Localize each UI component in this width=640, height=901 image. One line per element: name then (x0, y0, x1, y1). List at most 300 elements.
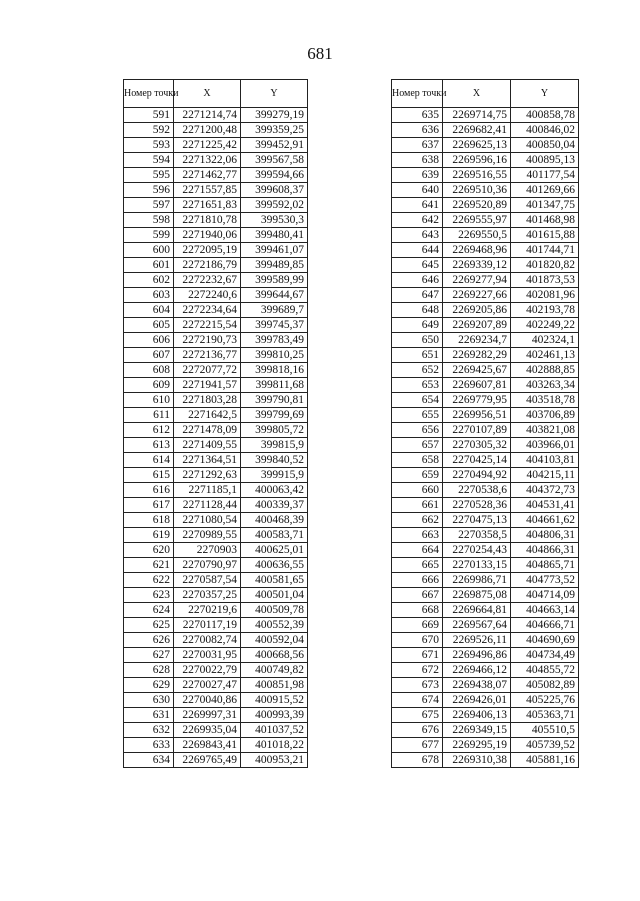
table-row (392, 213, 579, 228)
cell-x: 2269207,89 (443, 318, 511, 333)
cell-point-number: 601 (124, 258, 174, 273)
table-row (392, 108, 579, 123)
cell-x: 2271941,57 (174, 378, 241, 393)
table-row (124, 273, 308, 288)
cell-x: 2270903 (174, 543, 241, 558)
cell-point-number: 608 (124, 363, 174, 378)
cell-point-number: 592 (124, 123, 174, 138)
cell-point-number: 619 (124, 528, 174, 543)
cell-point-number: 667 (392, 588, 443, 603)
cell-y: 400915,52 (241, 693, 308, 708)
cell-y: 400468,39 (241, 513, 308, 528)
cell-y: 402888,85 (511, 363, 579, 378)
cell-y: 400895,13 (511, 153, 579, 168)
cell-point-number: 595 (124, 168, 174, 183)
cell-y: 404866,31 (511, 543, 579, 558)
cell-y: 401873,53 (511, 273, 579, 288)
cell-y: 402081,96 (511, 288, 579, 303)
table-row (392, 243, 579, 258)
table-row (392, 378, 579, 393)
cell-y: 399452,91 (241, 138, 308, 153)
cell-x: 2272234,64 (174, 303, 241, 318)
table-row (124, 648, 308, 663)
cell-x: 2269935,04 (174, 723, 241, 738)
table-row (124, 708, 308, 723)
table-row (392, 558, 579, 573)
cell-y: 399745,37 (241, 318, 308, 333)
cell-point-number: 599 (124, 228, 174, 243)
table-row (392, 468, 579, 483)
cell-y: 399790,81 (241, 393, 308, 408)
cell-point-number: 677 (392, 738, 443, 753)
cell-y: 399461,07 (241, 243, 308, 258)
table-row (124, 228, 308, 243)
cell-y: 399644,67 (241, 288, 308, 303)
table-row (392, 198, 579, 213)
cell-x: 2269496,86 (443, 648, 511, 663)
table-row (392, 318, 579, 333)
table-row (392, 288, 579, 303)
cell-y: 401468,98 (511, 213, 579, 228)
cell-x: 2269714,75 (443, 108, 511, 123)
cell-point-number: 644 (392, 243, 443, 258)
cell-point-number: 670 (392, 633, 443, 648)
cell-x: 2271128,44 (174, 498, 241, 513)
cell-point-number: 600 (124, 243, 174, 258)
table-row (124, 153, 308, 168)
table-row (392, 453, 579, 468)
table-row (124, 468, 308, 483)
cell-point-number: 673 (392, 678, 443, 693)
cell-x: 2269765,49 (174, 753, 241, 768)
cell-x: 2269425,67 (443, 363, 511, 378)
cell-point-number: 640 (392, 183, 443, 198)
cell-point-number: 659 (392, 468, 443, 483)
cell-x: 2269555,97 (443, 213, 511, 228)
cell-point-number: 678 (392, 753, 443, 768)
cell-y: 401744,71 (511, 243, 579, 258)
cell-point-number: 669 (392, 618, 443, 633)
cell-x: 2269664,81 (443, 603, 511, 618)
table-row (124, 318, 308, 333)
cell-x: 2270040,86 (174, 693, 241, 708)
cell-point-number: 675 (392, 708, 443, 723)
cell-point-number: 618 (124, 513, 174, 528)
cell-y: 399608,37 (241, 183, 308, 198)
cell-x: 2269468,96 (443, 243, 511, 258)
cell-point-number: 627 (124, 648, 174, 663)
cell-x: 2271810,78 (174, 213, 241, 228)
cell-x: 2269956,51 (443, 408, 511, 423)
cell-x: 2272095,19 (174, 243, 241, 258)
table-row (392, 153, 579, 168)
cell-x: 2269567,64 (443, 618, 511, 633)
cell-point-number: 655 (392, 408, 443, 423)
table-row (124, 333, 308, 348)
table-row (124, 618, 308, 633)
cell-point-number: 668 (392, 603, 443, 618)
cell-y: 400509,78 (241, 603, 308, 618)
table-row (124, 198, 308, 213)
cell-point-number: 663 (392, 528, 443, 543)
cell-y: 404661,62 (511, 513, 579, 528)
cell-y: 405510,5 (511, 723, 579, 738)
table-row (124, 108, 308, 123)
page-number: 681 (307, 44, 333, 63)
cell-point-number: 656 (392, 423, 443, 438)
table-row (392, 633, 579, 648)
cell-y: 399840,52 (241, 453, 308, 468)
cell-point-number: 646 (392, 273, 443, 288)
cell-point-number: 628 (124, 663, 174, 678)
cell-point-number: 645 (392, 258, 443, 273)
cell-point-number: 666 (392, 573, 443, 588)
cell-point-number: 607 (124, 348, 174, 363)
cell-y: 405225,76 (511, 693, 579, 708)
cell-point-number: 653 (392, 378, 443, 393)
cell-point-number: 635 (392, 108, 443, 123)
table-row (392, 738, 579, 753)
cell-x: 2272190,73 (174, 333, 241, 348)
cell-point-number: 649 (392, 318, 443, 333)
cell-x: 2271940,06 (174, 228, 241, 243)
cell-point-number: 672 (392, 663, 443, 678)
table-row (392, 603, 579, 618)
cell-y: 405881,16 (511, 753, 579, 768)
cell-point-number: 639 (392, 168, 443, 183)
cell-point-number: 637 (392, 138, 443, 153)
table-row (392, 273, 579, 288)
cell-x: 2269227,66 (443, 288, 511, 303)
table-row (392, 618, 579, 633)
table-row (124, 438, 308, 453)
coordinates-table-left (123, 79, 308, 768)
cell-point-number: 624 (124, 603, 174, 618)
cell-x: 2269526,11 (443, 633, 511, 648)
cell-point-number: 593 (124, 138, 174, 153)
cell-y: 400592,04 (241, 633, 308, 648)
cell-point-number: 665 (392, 558, 443, 573)
table-row (392, 333, 579, 348)
table-row (124, 393, 308, 408)
table-row (124, 498, 308, 513)
cell-x: 2269310,38 (443, 753, 511, 768)
cell-x: 2270082,74 (174, 633, 241, 648)
cell-point-number: 591 (124, 108, 174, 123)
cell-y: 404806,31 (511, 528, 579, 543)
cell-y: 400851,98 (241, 678, 308, 693)
cell-x: 2271322,06 (174, 153, 241, 168)
table-row (124, 303, 308, 318)
header-x: X (174, 80, 241, 108)
cell-point-number: 614 (124, 453, 174, 468)
cell-point-number: 652 (392, 363, 443, 378)
cell-x: 2269682,41 (443, 123, 511, 138)
table-row (392, 438, 579, 453)
cell-point-number: 602 (124, 273, 174, 288)
cell-x: 2269438,07 (443, 678, 511, 693)
cell-x: 2271409,55 (174, 438, 241, 453)
cell-y: 400858,78 (511, 108, 579, 123)
cell-x: 2269596,16 (443, 153, 511, 168)
coordinates-table-right (391, 79, 579, 768)
table-row (124, 123, 308, 138)
cell-x: 2269277,94 (443, 273, 511, 288)
cell-y: 401018,22 (241, 738, 308, 753)
cell-point-number: 604 (124, 303, 174, 318)
cell-y: 403821,08 (511, 423, 579, 438)
cell-point-number: 630 (124, 693, 174, 708)
table-row (392, 483, 579, 498)
cell-x: 2270587,54 (174, 573, 241, 588)
cell-point-number: 597 (124, 198, 174, 213)
cell-x: 2270254,43 (443, 543, 511, 558)
table-row (124, 423, 308, 438)
cell-point-number: 643 (392, 228, 443, 243)
cell-point-number: 676 (392, 723, 443, 738)
cell-point-number: 620 (124, 543, 174, 558)
cell-x: 2270790,97 (174, 558, 241, 573)
cell-y: 401177,54 (511, 168, 579, 183)
cell-y: 404103,81 (511, 453, 579, 468)
cell-y: 401615,88 (511, 228, 579, 243)
cell-y: 404714,09 (511, 588, 579, 603)
table-row (392, 423, 579, 438)
cell-y: 404690,69 (511, 633, 579, 648)
cell-y: 399359,25 (241, 123, 308, 138)
cell-point-number: 631 (124, 708, 174, 723)
cell-y: 400850,04 (511, 138, 579, 153)
cell-point-number: 650 (392, 333, 443, 348)
cell-y: 399689,7 (241, 303, 308, 318)
table-row (124, 483, 308, 498)
cell-x: 2270538,6 (443, 483, 511, 498)
cell-point-number: 647 (392, 288, 443, 303)
cell-x: 2270528,36 (443, 498, 511, 513)
cell-point-number: 642 (392, 213, 443, 228)
cell-x: 2271214,74 (174, 108, 241, 123)
cell-x: 2269510,36 (443, 183, 511, 198)
cell-y: 404663,14 (511, 603, 579, 618)
cell-x: 2269282,29 (443, 348, 511, 363)
cell-point-number: 603 (124, 288, 174, 303)
cell-x: 2270989,55 (174, 528, 241, 543)
header-point-number: Номер точки (392, 80, 443, 108)
cell-x: 2271642,5 (174, 408, 241, 423)
table-row (124, 348, 308, 363)
cell-x: 2271080,54 (174, 513, 241, 528)
cell-point-number: 662 (392, 513, 443, 528)
table-row (124, 558, 308, 573)
cell-point-number: 632 (124, 723, 174, 738)
cell-point-number: 633 (124, 738, 174, 753)
cell-y: 402249,22 (511, 318, 579, 333)
cell-point-number: 661 (392, 498, 443, 513)
cell-y: 399530,3 (241, 213, 308, 228)
cell-x: 2271200,48 (174, 123, 241, 138)
cell-y: 400501,04 (241, 588, 308, 603)
cell-point-number: 625 (124, 618, 174, 633)
cell-x: 2269295,19 (443, 738, 511, 753)
table-row (124, 213, 308, 228)
table-row (124, 723, 308, 738)
cell-y: 399489,85 (241, 258, 308, 273)
cell-point-number: 606 (124, 333, 174, 348)
cell-x: 2270133,15 (443, 558, 511, 573)
cell-point-number: 636 (392, 123, 443, 138)
cell-y: 399567,58 (241, 153, 308, 168)
cell-point-number: 596 (124, 183, 174, 198)
cell-point-number: 657 (392, 438, 443, 453)
cell-y: 400749,82 (241, 663, 308, 678)
header-x: X (443, 80, 511, 108)
cell-x: 2270219,6 (174, 603, 241, 618)
table-row (392, 498, 579, 513)
cell-x: 2271557,85 (174, 183, 241, 198)
cell-point-number: 641 (392, 198, 443, 213)
table-row (124, 513, 308, 528)
table-row (392, 393, 579, 408)
cell-y: 400636,55 (241, 558, 308, 573)
cell-point-number: 629 (124, 678, 174, 693)
cell-point-number: 674 (392, 693, 443, 708)
table-row (392, 723, 579, 738)
cell-x: 2271292,63 (174, 468, 241, 483)
table-row (124, 243, 308, 258)
cell-x: 2272186,79 (174, 258, 241, 273)
table-row (392, 543, 579, 558)
cell-y: 399594,66 (241, 168, 308, 183)
cell-y: 399799,69 (241, 408, 308, 423)
cell-y: 399592,02 (241, 198, 308, 213)
cell-point-number: 623 (124, 588, 174, 603)
cell-y: 405363,71 (511, 708, 579, 723)
table-row (124, 738, 308, 753)
cell-x: 2269426,01 (443, 693, 511, 708)
cell-y: 400953,21 (241, 753, 308, 768)
cell-y: 399279,19 (241, 108, 308, 123)
cell-y: 404215,11 (511, 468, 579, 483)
cell-y: 401820,82 (511, 258, 579, 273)
cell-y: 402193,78 (511, 303, 579, 318)
table-header-row (124, 80, 308, 108)
cell-x: 2269520,89 (443, 198, 511, 213)
cell-x: 2269997,31 (174, 708, 241, 723)
cell-x: 2269607,81 (443, 378, 511, 393)
cell-point-number: 671 (392, 648, 443, 663)
cell-x: 2271225,42 (174, 138, 241, 153)
cell-y: 404531,41 (511, 498, 579, 513)
table-row (124, 363, 308, 378)
cell-y: 400581,65 (241, 573, 308, 588)
cell-point-number: 658 (392, 453, 443, 468)
cell-x: 2269234,7 (443, 333, 511, 348)
table-row (124, 693, 308, 708)
cell-y: 400993,39 (241, 708, 308, 723)
cell-point-number: 660 (392, 483, 443, 498)
cell-y: 404666,71 (511, 618, 579, 633)
cell-y: 399810,25 (241, 348, 308, 363)
table-row (124, 588, 308, 603)
cell-point-number: 611 (124, 408, 174, 423)
table-row (124, 678, 308, 693)
table-row (392, 513, 579, 528)
cell-x: 2269875,08 (443, 588, 511, 603)
table-row (392, 138, 579, 153)
cell-point-number: 638 (392, 153, 443, 168)
cell-point-number: 626 (124, 633, 174, 648)
cell-x: 2272136,77 (174, 348, 241, 363)
table-row (392, 183, 579, 198)
table-row (124, 453, 308, 468)
table-row (124, 663, 308, 678)
cell-y: 399818,16 (241, 363, 308, 378)
cell-x: 2272215,54 (174, 318, 241, 333)
cell-x: 2269339,12 (443, 258, 511, 273)
cell-y: 399783,49 (241, 333, 308, 348)
cell-y: 404855,72 (511, 663, 579, 678)
cell-point-number: 598 (124, 213, 174, 228)
cell-x: 2269406,13 (443, 708, 511, 723)
table-row (392, 408, 579, 423)
table-row (392, 348, 579, 363)
table-row (392, 573, 579, 588)
cell-point-number: 622 (124, 573, 174, 588)
cell-point-number: 621 (124, 558, 174, 573)
table-row (392, 528, 579, 543)
cell-y: 399589,99 (241, 273, 308, 288)
cell-y: 402324,1 (511, 333, 579, 348)
cell-y: 404734,49 (511, 648, 579, 663)
cell-x: 2270475,13 (443, 513, 511, 528)
cell-point-number: 648 (392, 303, 443, 318)
cell-y: 404372,73 (511, 483, 579, 498)
cell-y: 403263,34 (511, 378, 579, 393)
table-row (392, 303, 579, 318)
cell-y: 399815,9 (241, 438, 308, 453)
cell-x: 2269516,55 (443, 168, 511, 183)
table-row (124, 633, 308, 648)
cell-x: 2270031,95 (174, 648, 241, 663)
cell-y: 405739,52 (511, 738, 579, 753)
cell-point-number: 605 (124, 318, 174, 333)
table-row (124, 183, 308, 198)
cell-x: 2270358,5 (443, 528, 511, 543)
table-row (392, 588, 579, 603)
header-y: Y (241, 80, 308, 108)
table-row (392, 168, 579, 183)
cell-x: 2269550,5 (443, 228, 511, 243)
cell-point-number: 610 (124, 393, 174, 408)
cell-y: 400625,01 (241, 543, 308, 558)
cell-x: 2271478,09 (174, 423, 241, 438)
header-y: Y (511, 80, 579, 108)
cell-point-number: 654 (392, 393, 443, 408)
cell-x: 2269466,12 (443, 663, 511, 678)
cell-x: 2271651,83 (174, 198, 241, 213)
cell-x: 2270305,32 (443, 438, 511, 453)
cell-x: 2269779,95 (443, 393, 511, 408)
table-row (392, 123, 579, 138)
cell-y: 403706,89 (511, 408, 579, 423)
table-row (392, 693, 579, 708)
cell-y: 401347,75 (511, 198, 579, 213)
table-row (124, 573, 308, 588)
table-row (392, 708, 579, 723)
table-row (392, 648, 579, 663)
table-row (124, 408, 308, 423)
cell-x: 2271364,51 (174, 453, 241, 468)
